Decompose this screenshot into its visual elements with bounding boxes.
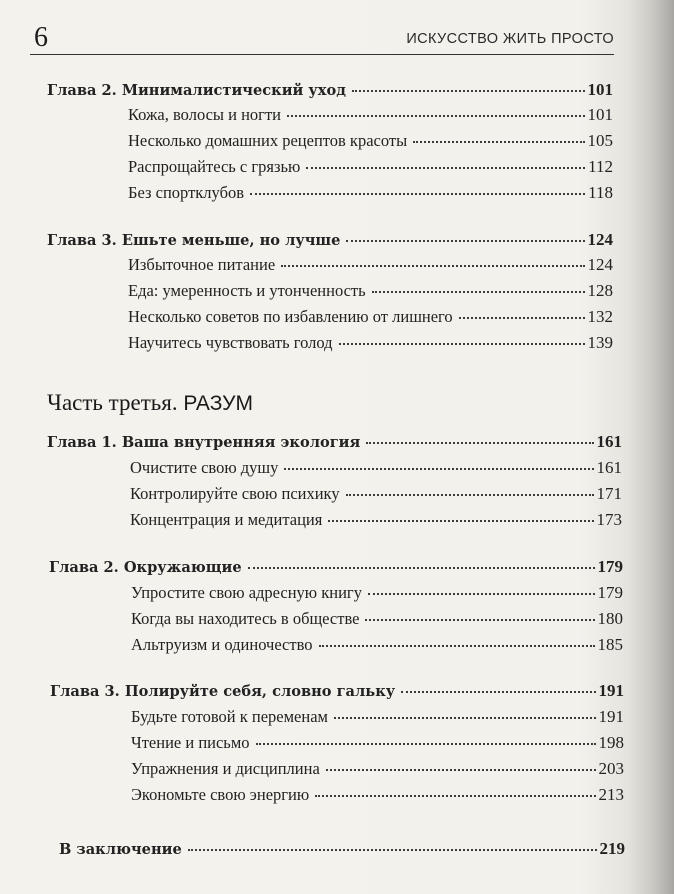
toc-page-ref: 101 xyxy=(587,80,613,99)
toc-page-ref: 219 xyxy=(599,839,625,858)
leader-dots xyxy=(248,567,595,569)
toc-page-ref: 179 xyxy=(597,557,623,576)
toc-page-ref: 173 xyxy=(596,510,622,529)
leader-dots xyxy=(306,167,585,169)
leader-dots xyxy=(188,849,597,851)
toc-page-ref: 203 xyxy=(598,759,624,778)
leader-dots xyxy=(352,90,585,92)
toc-chapter: Глава 2. Окружающие 179 xyxy=(49,555,623,579)
toc-chapter: Глава 2. Минималистический уход 101 xyxy=(47,78,613,102)
toc-section: Контролируйте свою психику 171 xyxy=(130,482,622,506)
leader-dots xyxy=(459,317,585,319)
toc-section: Несколько домашних рецептов красоты 105 xyxy=(128,129,613,153)
toc-section: Еда: умеренность и утонченность 128 xyxy=(128,279,613,303)
toc-page-ref: 180 xyxy=(597,609,623,628)
toc-page-ref: 101 xyxy=(587,105,613,124)
toc-page-ref: 139 xyxy=(587,333,613,352)
toc-page-ref: 161 xyxy=(596,432,622,451)
toc-page-ref: 112 xyxy=(588,157,613,176)
toc-section: Будьте готовой к переменам 191 xyxy=(131,705,624,729)
leader-dots xyxy=(368,593,595,595)
toc-page-ref: 118 xyxy=(588,183,613,202)
leader-dots xyxy=(346,240,584,242)
toc-section: Несколько советов по избавлению от лишнего 132 xyxy=(128,305,613,329)
toc-section: Очистите свою душу 161 xyxy=(130,456,622,480)
leader-dots xyxy=(284,468,593,470)
part-title-name: РАЗУМ xyxy=(183,392,253,415)
part-title xyxy=(47,390,253,416)
leader-dots xyxy=(287,115,585,117)
toc-page-ref: 128 xyxy=(587,281,613,300)
toc-section: Упростите свою адресную книгу 179 xyxy=(131,581,623,605)
toc-section: Когда вы находитесь в обществе 180 xyxy=(131,607,623,631)
toc-page-ref: 132 xyxy=(587,307,613,326)
toc-section: Упражнения и дисциплина 203 xyxy=(131,757,624,781)
leader-dots xyxy=(339,343,585,345)
leader-dots xyxy=(250,193,585,195)
toc-page-ref: 105 xyxy=(587,131,613,150)
toc-section: Без спортклубов 118 xyxy=(128,181,613,205)
toc-section: Распрощайтесь с грязью 112 xyxy=(128,155,613,179)
toc-page-ref: 179 xyxy=(597,583,623,602)
toc-page-ref: 198 xyxy=(598,733,624,752)
toc-section: Научитесь чувствовать голод 139 xyxy=(128,331,613,355)
part-title-prefix: Часть третья. xyxy=(47,390,178,415)
toc-page-ref: 191 xyxy=(598,707,624,726)
toc-chapter: Глава 1. Ваша внутренняя экология 161 xyxy=(47,430,622,454)
toc-section: Концентрация и медитация 173 xyxy=(130,508,622,532)
toc-section: Кожа, волосы и ногти 101 xyxy=(128,103,613,127)
toc-section: Избыточное питание 124 xyxy=(128,253,613,277)
toc-chapter: Глава 3. Ешьте меньше, но лучше 124 xyxy=(47,228,613,252)
toc-page-ref: 191 xyxy=(598,681,624,700)
leader-dots xyxy=(366,442,593,444)
toc-section: Чтение и письмо 198 xyxy=(131,731,624,755)
toc-section: Альтруизм и одиночество 185 xyxy=(131,633,623,657)
leader-dots xyxy=(281,265,584,267)
leader-dots xyxy=(346,494,594,496)
running-header xyxy=(30,22,614,55)
toc-section: Экономьте свою энергию 213 xyxy=(131,783,624,807)
leader-dots xyxy=(334,717,596,719)
toc-page-ref: 213 xyxy=(598,785,624,804)
toc-chapter: В заключение 219 xyxy=(59,837,625,861)
toc-page-ref: 161 xyxy=(596,458,622,477)
leader-dots xyxy=(326,769,596,771)
book-title: ИСКУССТВО ЖИТЬ ПРОСТО xyxy=(406,31,614,47)
toc-page-ref: 124 xyxy=(587,255,613,274)
toc-page-ref: 124 xyxy=(587,230,613,249)
leader-dots xyxy=(315,795,595,797)
leader-dots xyxy=(319,645,595,647)
leader-dots xyxy=(256,743,596,745)
page-number: 6 xyxy=(34,22,48,53)
leader-dots xyxy=(365,619,594,621)
leader-dots xyxy=(401,691,595,693)
leader-dots xyxy=(372,291,585,293)
toc-page-ref: 185 xyxy=(597,635,623,654)
toc-page-ref: 171 xyxy=(596,484,622,503)
leader-dots xyxy=(413,141,584,143)
leader-dots xyxy=(328,520,593,522)
toc-chapter: Глава 3. Полируйте себя, словно гальку 191 xyxy=(50,679,624,703)
